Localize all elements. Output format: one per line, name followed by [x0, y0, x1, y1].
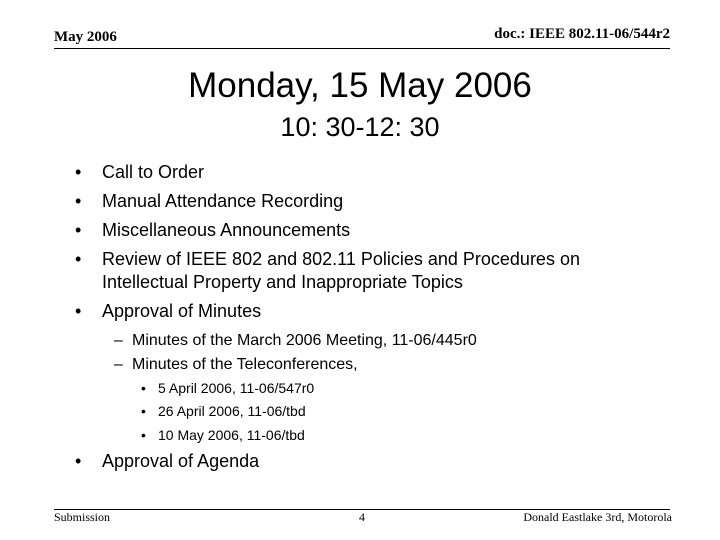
bullet-marker: •	[75, 249, 82, 269]
header-rule	[54, 48, 670, 49]
dash-marker: –	[114, 332, 123, 349]
header-date: May 2006	[54, 29, 117, 45]
bullet-marker: •	[141, 427, 146, 443]
agenda-item-attendance: Manual Attendance Recording	[102, 191, 344, 211]
agenda-item-announcements: Miscellaneous Announcements	[102, 220, 351, 240]
telecon-5-april: 5 April 2006, 11-06/547r0	[158, 380, 315, 396]
bullet-marker: •	[141, 403, 146, 419]
header-doc-id: doc.: IEEE 802.11-06/544r2	[494, 26, 670, 42]
bullet-marker: •	[75, 220, 82, 240]
agenda-item-call-to-order: Call to Order	[102, 162, 205, 182]
agenda-item-policies: Review of IEEE 802 and 802.11 Policies and Procedures on	[102, 249, 580, 269]
bullet-marker: •	[75, 162, 82, 182]
telecon-26-april: 26 April 2006, 11-06/tbd	[158, 403, 306, 419]
bullet-marker: •	[75, 301, 82, 321]
page-number: 4	[359, 510, 365, 524]
agenda-item-approval-agenda: Approval of Agenda	[102, 451, 260, 471]
footer-author: Donald Eastlake 3rd, Motorola	[523, 510, 672, 524]
dash-marker: –	[114, 356, 123, 373]
slide-subtitle: 10: 30-12: 30	[280, 112, 440, 142]
footer-submission: Submission	[54, 510, 111, 524]
agenda-item-policies-cont: Intellectual Property and Inappropriate Topics	[102, 272, 463, 292]
minutes-teleconferences: Minutes of the Teleconferences,	[132, 356, 358, 373]
agenda-item-minutes: Approval of Minutes	[102, 301, 262, 321]
telecon-10-may: 10 May 2006, 11-06/tbd	[158, 427, 305, 443]
bullet-marker: •	[75, 191, 82, 211]
bullet-marker: •	[141, 380, 146, 396]
minutes-march: Minutes of the March 2006 Meeting, 11-06/445r0	[132, 332, 477, 349]
slide-title: Monday, 15 May 2006	[188, 66, 532, 105]
bullet-marker: •	[75, 451, 82, 471]
